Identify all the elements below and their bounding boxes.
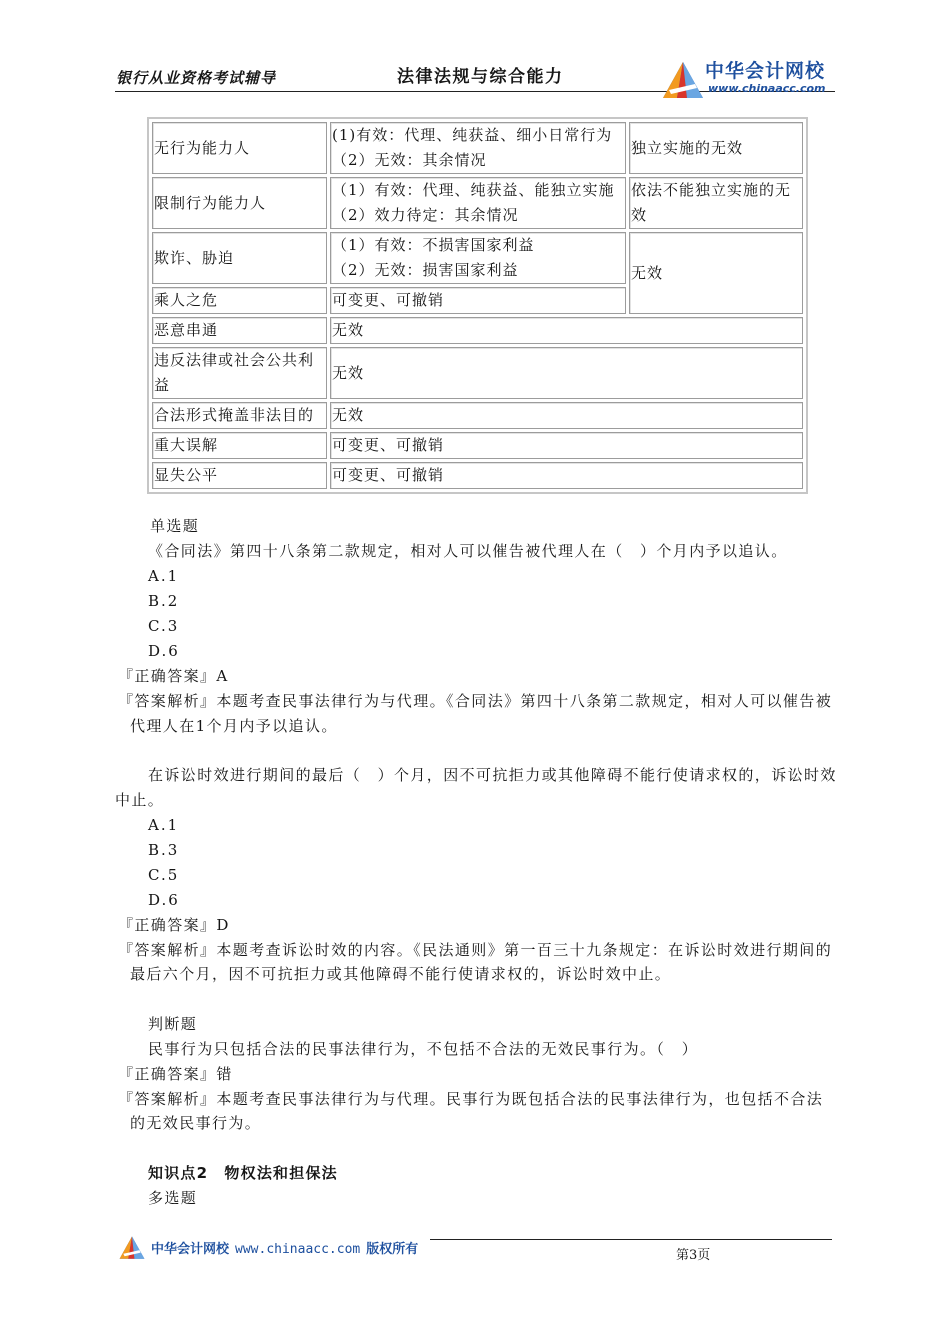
footer-brand-name: 中华会计网校	[151, 1242, 230, 1257]
table-cell-result: 依法不能独立实施的无效	[629, 177, 803, 229]
question-option: C.5	[148, 866, 180, 884]
question-stem: 在诉讼时效进行期间的最后（ ）个月，因不可抗拒力或其他障碍不能行使请求权的，诉讼时效	[148, 766, 837, 784]
header-exam-title: 银行从业资格考试辅导	[116, 69, 277, 87]
correct-answer: 『正确答案』D	[118, 916, 230, 934]
question-type-label: 单选题	[150, 517, 200, 535]
table-cell-effect: 可变更、可撤销	[330, 432, 803, 459]
table-cell-subject: 重大误解	[152, 432, 327, 459]
header-subject-title: 法律法规与综合能力	[397, 67, 564, 87]
question-option: B.2	[148, 592, 180, 610]
question-option: D.6	[148, 642, 180, 660]
correct-answer: 『正确答案』A	[118, 667, 229, 685]
question-type-label: 多选题	[148, 1189, 198, 1207]
footer-divider	[430, 1239, 832, 1240]
table-row	[152, 347, 803, 399]
table-cell-effect	[330, 232, 626, 284]
question-stem: 中止。	[115, 791, 165, 809]
table-cell-effect	[330, 122, 626, 174]
section-heading: 知识点2 物权法和担保法	[148, 1164, 338, 1182]
table-cell-effect: 可变更、可撤销	[330, 287, 626, 314]
effect-line: (1)有效：代理、纯获益、细小日常行为	[332, 126, 613, 144]
answer-analysis: 『答案解析』本题考查诉讼时效的内容。《民法通则》第一百三十九条规定：在诉讼时效进行期间的	[118, 941, 833, 959]
question-type-label: 判断题	[148, 1015, 198, 1033]
question-option: C.3	[148, 617, 180, 635]
footer-rights: 版权所有	[366, 1242, 419, 1257]
chinaacc-logo-icon	[116, 1234, 148, 1260]
table-cell-effect	[330, 177, 626, 229]
table-cell-subject: 违反法律或社会公共利益	[152, 347, 327, 399]
table-cell-subject: 限制行为能力人	[152, 177, 327, 229]
effect-line: （2）效力待定：其余情况	[332, 206, 519, 224]
answer-analysis: 『答案解析』本题考查民事法律行为与代理。民事行为既包括合法的民事法律行为，也包括不合法	[118, 1090, 824, 1108]
answer-analysis: 『答案解析』本题考查民事法律行为与代理。《合同法》第四十八条第二款规定，相对人可以催告被	[118, 692, 833, 710]
effect-line: （1）有效：代理、纯获益、能独立实施	[332, 181, 615, 199]
table-row	[152, 402, 803, 429]
answer-analysis: 的无效民事行为。	[130, 1114, 262, 1132]
question-option: B.3	[148, 841, 180, 859]
table-row	[152, 177, 803, 229]
chinaacc-logo-icon	[661, 58, 705, 100]
civil-act-validity-table	[147, 117, 808, 494]
table-cell-subject: 恶意串通	[152, 317, 327, 344]
table-cell-effect: 无效	[330, 347, 803, 399]
question-stem: 《合同法》第四十八条第二款规定，相对人可以催告被代理人在（ ）个月内予以追认。	[148, 542, 788, 560]
table-cell-result: 无效	[629, 232, 803, 314]
table-cell-subject: 欺诈、胁迫	[152, 232, 327, 284]
table-row	[152, 232, 803, 284]
footer-url: www.chinaacc.com	[235, 1242, 361, 1257]
logo-brand-name: 中华会计网校	[705, 60, 826, 82]
footer-copyright	[151, 1241, 418, 1259]
logo-url: www.chinaacc.com	[708, 82, 826, 95]
table-cell-effect: 无效	[330, 317, 803, 344]
table-cell-effect: 无效	[330, 402, 803, 429]
table-cell-subject: 乘人之危	[152, 287, 327, 314]
answer-analysis: 最后六个月，因不可抗拒力或其他障碍不能行使请求权的，诉讼时效中止。	[130, 965, 672, 983]
effect-line: （1）有效：不损害国家利益	[332, 236, 535, 254]
effect-line: （2）无效：损害国家利益	[332, 261, 519, 279]
answer-analysis: 代理人在1个月内予以追认。	[130, 717, 338, 735]
table-row	[152, 462, 803, 489]
question-option: A.1	[148, 567, 180, 585]
table-cell-subject: 无行为能力人	[152, 122, 327, 174]
table-row	[152, 317, 803, 344]
question-option: A.1	[148, 816, 180, 834]
table-cell-subject: 显失公平	[152, 462, 327, 489]
table-cell-result: 独立实施的无效	[629, 122, 803, 174]
table-cell-subject: 合法形式掩盖非法目的	[152, 402, 327, 429]
question-stem: 民事行为只包括合法的民事法律行为，不包括不合法的无效民事行为。（ ）	[148, 1040, 699, 1058]
question-option: D.6	[148, 891, 180, 909]
correct-answer: 『正确答案』错	[118, 1065, 233, 1083]
table-cell-effect: 可变更、可撤销	[330, 462, 803, 489]
page-number: 第3页	[676, 1248, 711, 1263]
table-row	[152, 432, 803, 459]
table-row	[152, 122, 803, 174]
effect-line: （2）无效：其余情况	[332, 151, 487, 169]
